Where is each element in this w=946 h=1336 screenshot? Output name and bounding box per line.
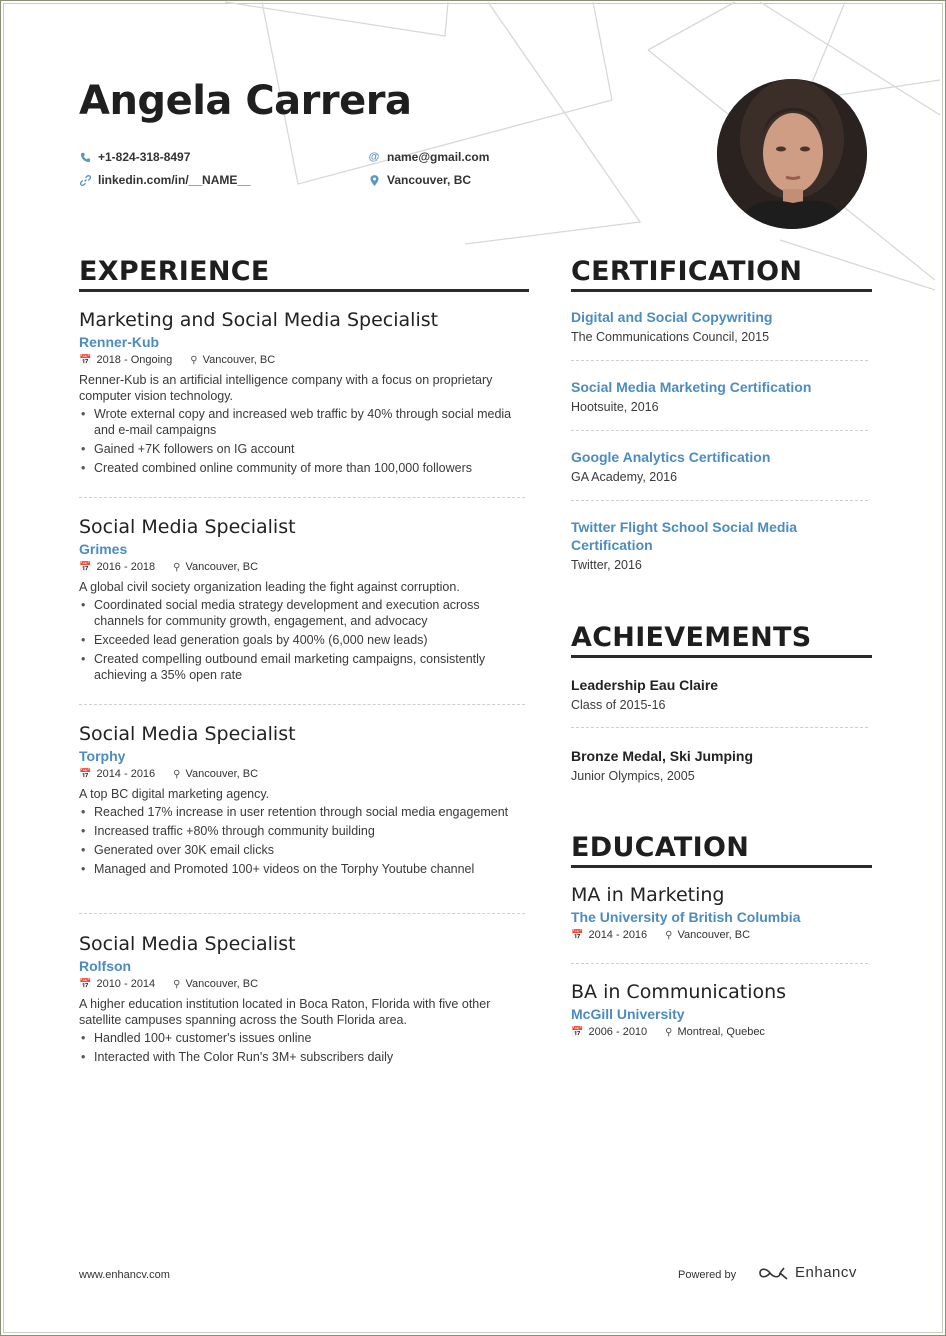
job-bullet: • Created combined online community of more than 100,000 followers: [79, 460, 525, 476]
education-meta: [571, 929, 871, 941]
divider: [79, 913, 525, 914]
education-location: Montreal, Quebec: [677, 1026, 765, 1038]
job-bullet: • Created compelling outbound email marketing campaigns, consistently achieving a 35% open rate: [79, 651, 525, 683]
location-pin-icon: ⚲: [665, 1026, 673, 1038]
experience-item: [79, 933, 525, 1068]
company-name[interactable]: Torphy: [79, 748, 126, 764]
location-pin-icon: ⚲: [173, 768, 181, 780]
job-bullet: • Increased traffic +80% through community building: [79, 823, 525, 839]
job-bullets: [79, 597, 525, 683]
job-bullet: • Reached 17% increase in user retention through social media engagement: [79, 804, 525, 820]
degree-title: MA in Marketing: [571, 884, 725, 906]
location-pin-icon: ⚲: [173, 561, 181, 573]
job-bullet: • Generated over 30K email clicks: [79, 842, 525, 858]
location-pin-icon: ⚲: [173, 978, 181, 990]
phone-icon: [79, 151, 91, 163]
company-name[interactable]: Renner-Kub: [79, 334, 160, 350]
job-meta: [79, 354, 525, 366]
linkedin-text: linkedin.com/in/__NAME__: [98, 173, 251, 187]
email-contact[interactable]: [368, 150, 489, 164]
education-heading: EDUCATION: [571, 832, 872, 868]
divider: [571, 360, 868, 361]
job-location: Vancouver, BC: [185, 978, 259, 990]
certification-item: [571, 308, 871, 344]
certification-item: [571, 378, 871, 414]
location-pin-icon: [368, 174, 380, 186]
company-description: A higher education institution located in Boca Raton, Florida with five other satellite campuses spanning across the South Florida area.: [79, 997, 491, 1027]
calendar-icon: 📅: [79, 354, 92, 366]
job-bullets: [79, 406, 525, 476]
location-pin-icon: ⚲: [665, 929, 673, 941]
achievements-heading: ACHIEVEMENTS: [571, 622, 872, 658]
certification-item: [571, 448, 871, 484]
job-location: Vancouver, BC: [202, 354, 276, 366]
job-title: Social Media Specialist: [79, 516, 296, 538]
company-name[interactable]: Grimes: [79, 541, 128, 557]
job-meta: [79, 978, 525, 990]
certification-heading: CERTIFICATION: [571, 256, 872, 292]
job-bullets: [79, 1030, 525, 1065]
company-name[interactable]: Rolfson: [79, 958, 132, 974]
location-text: Vancouver, BC: [387, 173, 472, 187]
job-bullet: • Handled 100+ customer's issues online: [79, 1030, 525, 1046]
calendar-icon: 📅: [571, 929, 584, 941]
education-item: [571, 884, 871, 941]
education-dates: 2006 - 2010: [588, 1026, 648, 1038]
job-dates: 2016 - 2018: [96, 561, 156, 573]
certification-name[interactable]: Google Analytics Certification: [571, 449, 771, 465]
education-dates: 2014 - 2016: [588, 929, 648, 941]
school-name[interactable]: The University of British Columbia: [571, 909, 801, 925]
job-location: Vancouver, BC: [185, 768, 259, 780]
degree-title: BA in Communications: [571, 981, 787, 1003]
education-item: [571, 981, 871, 1038]
achievement-item: [571, 677, 871, 712]
job-bullet: • Exceeded lead generation goals by 400% (6,000 new leads): [79, 632, 525, 648]
divider: [571, 430, 868, 431]
calendar-icon: 📅: [79, 561, 92, 573]
experience-item: [79, 516, 525, 686]
phone-contact[interactable]: [79, 150, 190, 164]
achievement-detail: Junior Olympics, 2005: [571, 769, 695, 783]
certification-name[interactable]: Social Media Marketing Certification: [571, 379, 812, 395]
divider: [79, 497, 525, 498]
job-dates: 2014 - 2016: [96, 768, 156, 780]
linkedin-contact[interactable]: [79, 173, 251, 187]
certification-issuer: Twitter, 2016: [571, 558, 642, 572]
certification-name[interactable]: Digital and Social Copywriting: [571, 309, 773, 325]
school-name[interactable]: McGill University: [571, 1006, 685, 1022]
company-description: A top BC digital marketing agency.: [79, 787, 270, 801]
job-meta: [79, 561, 525, 573]
job-meta: [79, 768, 525, 780]
job-title: Social Media Specialist: [79, 723, 296, 745]
job-title: Social Media Specialist: [79, 933, 296, 955]
achievement-name: Bronze Medal, Ski Jumping: [571, 748, 754, 764]
job-bullet: • Interacted with The Color Run's 3M+ subscribers daily: [79, 1049, 525, 1065]
job-dates: 2018 - Ongoing: [96, 354, 173, 366]
enhancv-logo-icon: [758, 1265, 790, 1281]
education-meta: [571, 1026, 871, 1038]
location-pin-icon: ⚲: [190, 354, 198, 366]
brand-name: Enhancv: [795, 1264, 857, 1281]
email-text: name@gmail.com: [387, 150, 490, 164]
experience-item: [79, 309, 525, 479]
location-contact: [368, 173, 471, 187]
divider: [571, 727, 868, 728]
job-location: Vancouver, BC: [185, 561, 259, 573]
job-bullet: • Gained +7K followers on IG account: [79, 441, 525, 457]
profile-photo: [717, 79, 867, 229]
job-dates: 2010 - 2014: [96, 978, 156, 990]
achievement-item: [571, 748, 871, 783]
powered-by-label: Powered by: [678, 1269, 737, 1281]
divider: [79, 704, 525, 705]
email-icon: @: [368, 151, 380, 163]
certification-issuer: The Communications Council, 2015: [571, 330, 770, 344]
candidate-name: Angela Carrera: [79, 78, 412, 124]
company-description: A global civil society organization leading the fight against corruption.: [79, 580, 460, 594]
footer-url[interactable]: www.enhancv.com: [79, 1269, 170, 1281]
certification-issuer: Hootsuite, 2016: [571, 400, 659, 414]
phone-text: +1-824-318-8497: [98, 150, 191, 164]
link-icon: [79, 174, 91, 186]
job-bullet: • Wrote external copy and increased web traffic by 40% through social media and e-mail campaigns: [79, 406, 525, 438]
achievement-detail: Class of 2015-16: [571, 698, 666, 712]
company-description: Renner-Kub is an artificial intelligence company with a focus on proprietary computer vision technology.: [79, 373, 493, 403]
experience-item: [79, 723, 525, 880]
enhancv-brand[interactable]: [758, 1264, 857, 1281]
calendar-icon: 📅: [79, 768, 92, 780]
divider: [571, 500, 868, 501]
calendar-icon: 📅: [79, 978, 92, 990]
job-bullets: [79, 804, 525, 877]
job-bullet: • Coordinated social media strategy development and execution across channels for community growth, engagement, and advocacy: [79, 597, 525, 629]
job-bullet: • Managed and Promoted 100+ videos on the Torphy Youtube channel: [79, 861, 525, 877]
education-location: Vancouver, BC: [677, 929, 751, 941]
experience-heading: EXPERIENCE: [79, 256, 529, 292]
calendar-icon: 📅: [571, 1026, 584, 1038]
certification-name[interactable]: Twitter Flight School Social Media Certification: [571, 519, 798, 553]
job-title: Marketing and Social Media Specialist: [79, 309, 439, 331]
certification-item: [571, 518, 831, 572]
divider: [571, 963, 868, 964]
certification-issuer: GA Academy, 2016: [571, 470, 678, 484]
achievement-name: Leadership Eau Claire: [571, 677, 719, 693]
